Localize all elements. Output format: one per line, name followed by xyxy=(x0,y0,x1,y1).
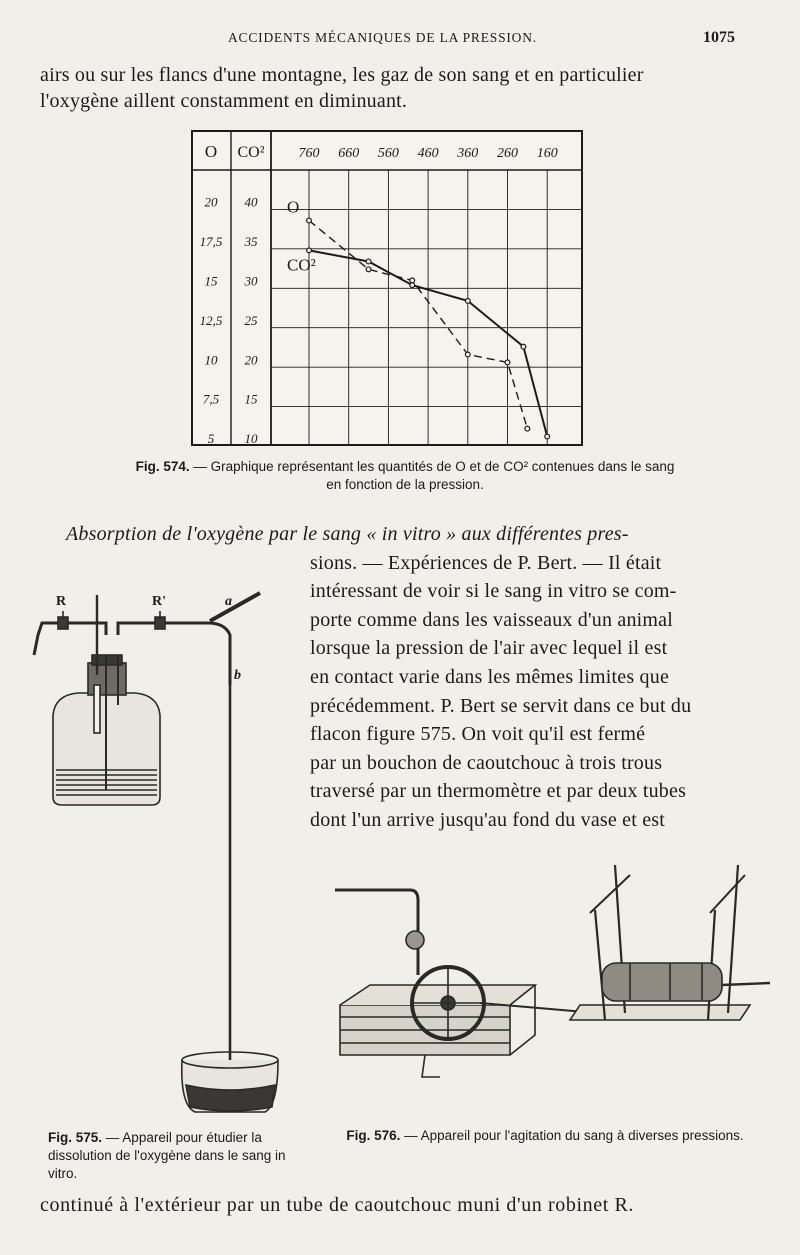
series-label: O xyxy=(287,197,300,217)
data-point xyxy=(410,278,415,283)
running-head xyxy=(0,30,800,50)
y-tick-label-o: 5 xyxy=(207,431,215,446)
section-line: précédemment. P. Bert se servit dans ce but du xyxy=(310,694,692,717)
y-tick-label-co2: 40 xyxy=(244,194,258,210)
figure-576-agitation-apparatus xyxy=(330,845,770,1085)
figure-575-text: — Appareil pour étudier la dissolution de l'oxygène dans le sang in vitro. xyxy=(48,1130,286,1181)
data-point xyxy=(465,352,470,357)
section-paragraph xyxy=(66,520,750,835)
figure-575-flask-apparatus xyxy=(20,575,310,1130)
y-tick-label-co2: 25 xyxy=(244,312,258,328)
figure-574-caption xyxy=(60,458,750,494)
column-header-o: O xyxy=(204,142,218,161)
y-tick-label-o: 12,5 xyxy=(199,312,223,328)
section-title-line xyxy=(66,520,750,549)
fig575-label-a: a xyxy=(225,594,232,609)
figure-575-label: Fig. 575. xyxy=(48,1130,103,1145)
figure-575-caption xyxy=(48,1129,308,1183)
data-point xyxy=(307,218,312,223)
y-tick-label-co2: 35 xyxy=(244,233,258,249)
section-body xyxy=(310,549,750,835)
x-tick-label: 260 xyxy=(497,146,518,161)
data-point xyxy=(521,344,526,349)
x-tick-label: 560 xyxy=(377,146,399,161)
x-tick-label: 460 xyxy=(417,146,439,161)
y-tick-label-o: 7,5 xyxy=(202,391,220,407)
figure-576-text: — Appareil pour l'agitation du sang à diverses pressions. xyxy=(404,1128,744,1143)
closing-line: continué à l'extérieur par un tube de caoutchouc muni d'un robinet R. xyxy=(40,1194,634,1216)
fig575-label-r: R xyxy=(56,594,67,609)
y-tick-label-co2: 15 xyxy=(244,391,258,407)
x-tick-label: 660 xyxy=(338,146,360,161)
data-point xyxy=(307,248,312,253)
intro-line: l'oxygène aillent constamment en diminuant. xyxy=(40,90,408,112)
fig575-label-r-prime: R' xyxy=(152,594,166,609)
y-tick-label-o: 17,5 xyxy=(199,233,223,249)
y-tick-label-co2: 30 xyxy=(244,273,258,289)
data-point xyxy=(410,283,415,288)
series-label: CO² xyxy=(287,255,316,275)
figure-576-label: Fig. 576. xyxy=(346,1128,401,1143)
section-line: intéressant de voir si le sang in vitro se com- xyxy=(310,580,677,603)
data-point xyxy=(525,426,530,431)
section-line: par un bouchon de caoutchouc à trois trous xyxy=(310,751,663,774)
figure-574-text-2: en fonction de la pression. xyxy=(326,477,484,492)
section-line: traversé par un thermomètre et par deux tubes xyxy=(310,780,687,803)
page-number: 1075 xyxy=(703,29,735,46)
x-tick-label: 160 xyxy=(536,146,558,161)
data-point xyxy=(366,267,371,272)
figure-574-label: Fig. 574. xyxy=(135,459,190,474)
section-line: porte comme dans les vaisseaux d'un animal xyxy=(310,608,674,631)
pressure-gas-chart xyxy=(191,130,583,446)
section-line: dont l'un arrive jusqu'au fond du vase et est xyxy=(310,808,666,831)
section-title: Absorption de l'oxygène par le sang « in vitro » aux différentes pres- xyxy=(66,523,629,545)
running-head-title: ACCIDENTS MÉCANIQUES DE LA PRESSION. xyxy=(228,30,537,45)
figure-576-caption xyxy=(330,1127,760,1145)
intro-paragraph xyxy=(40,62,780,114)
section-line: lorsque la pression de l'air avec lequel il est xyxy=(310,637,668,660)
y-tick-label-o: 15 xyxy=(204,273,218,289)
data-point xyxy=(366,259,371,264)
column-header-co2: CO² xyxy=(237,144,265,161)
section-line: flacon figure 575. On voit qu'il est fermé xyxy=(310,723,646,746)
data-point xyxy=(545,434,550,439)
y-tick-label-co2: 20 xyxy=(244,352,258,368)
data-point xyxy=(465,299,470,304)
fig575-label-b: b xyxy=(234,668,241,683)
y-tick-label-co2: 10 xyxy=(244,431,258,446)
intro-line: airs ou sur les flancs d'une montagne, les gaz de son sang et en particulier xyxy=(40,64,644,86)
x-tick-label: 360 xyxy=(457,146,479,161)
section-line: en contact varie dans les mêmes limites que xyxy=(310,665,670,688)
x-tick-label: 760 xyxy=(298,146,320,161)
section-line: sions. — Expériences de P. Bert. — Il était xyxy=(310,551,662,574)
y-tick-label-o: 10 xyxy=(204,352,218,368)
data-point xyxy=(505,360,510,365)
figure-574-text: — Graphique représentant les quantités de O et de CO² contenues dans le sang xyxy=(193,459,675,474)
y-tick-label-o: 20 xyxy=(204,194,218,210)
